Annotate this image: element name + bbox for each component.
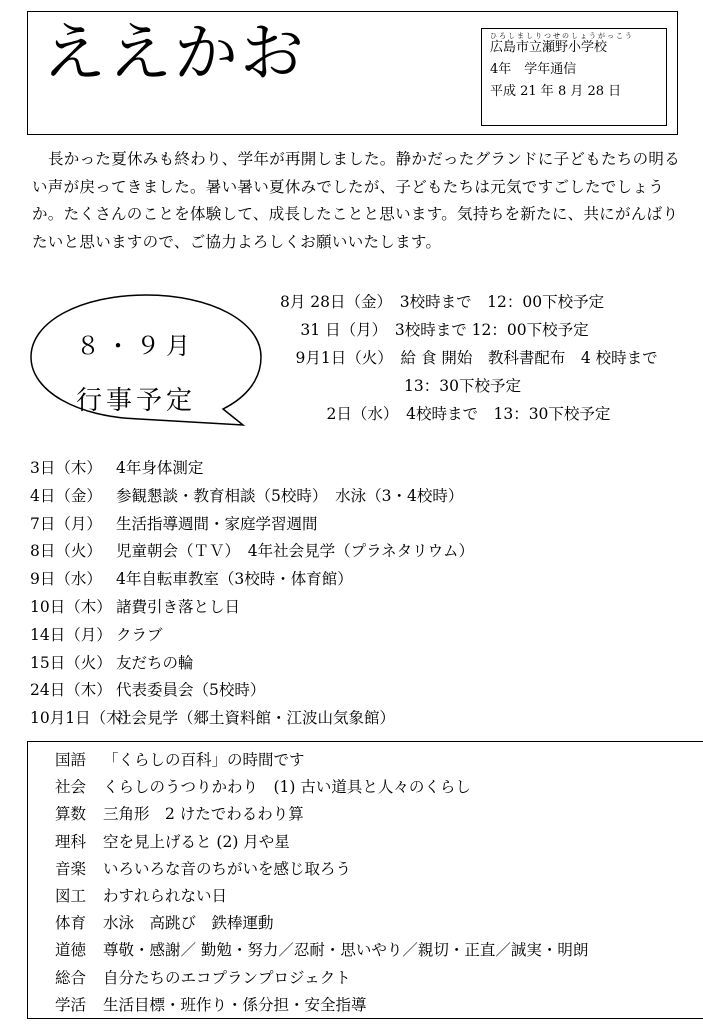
event-row [30, 622, 680, 650]
event-row [30, 677, 680, 705]
bubble-months: ８・９月 [76, 332, 196, 360]
subject-text: いろいろな音のちがいを感じ取ろう [103, 859, 352, 878]
subject-text: 水泳 高跳び 鉄棒運動 [103, 914, 274, 933]
subject-row [55, 937, 695, 964]
event-text: 諸費引き落とし日 [116, 597, 241, 616]
subject-text: 三角形 2 けたでわるわり算 [103, 805, 304, 824]
event-text: 代表委員会（5校時） [116, 681, 266, 700]
subject-row [55, 992, 695, 1019]
event-row [30, 650, 680, 678]
event-list [30, 455, 680, 733]
subject-text: 空を見上げると (2) 月や星 [103, 832, 290, 851]
event-text: 生活指導週間・家庭学習週間 [116, 514, 318, 533]
subject-text: 生活目標・班作り・係分担・安全指導 [103, 995, 367, 1014]
bubble-heading: 行事予定 [76, 386, 197, 416]
subject-name: 算数 [55, 805, 87, 824]
subject-row [55, 910, 695, 937]
event-date: 3日（木） [30, 459, 102, 477]
subject-text: 尊敬・感謝／ 勤勉・努力／忍耐・思いやり／親切・正直／誠実・明朗 [103, 941, 589, 960]
subject-name: 総合 [55, 968, 87, 987]
subject-name: 国語 [55, 751, 87, 769]
event-date: 24日（木） [30, 681, 112, 700]
subject-row [55, 747, 695, 774]
subject-text: 自分たちのエコプランプロジェクト [103, 968, 351, 987]
event-date: 10日（木） [30, 597, 112, 616]
school-name: 広島市立瀬野小学校 [490, 40, 608, 55]
event-date: 14日（月） [30, 625, 112, 644]
event-text: 友だちの輪 [116, 653, 194, 672]
newsletter-title: ええかお [42, 17, 306, 91]
event-row [30, 455, 680, 483]
schedule-top [280, 288, 690, 428]
subject-list [55, 747, 695, 1019]
header-box [27, 11, 678, 135]
school-name-ruby: ひろしましりつせのしょうがっこう [490, 32, 634, 40]
subject-name: 体育 [55, 914, 87, 933]
event-row [30, 594, 680, 622]
event-date: 9日（水） [30, 570, 102, 589]
event-date: 15日（火） [30, 653, 112, 672]
event-date: 7日（月） [30, 514, 102, 533]
event-row [30, 566, 680, 594]
schedule-row: 2日（水） 4校時まで 13：30下校予定 [280, 405, 611, 423]
subject-text: 「くらしの百科」の時間です [103, 751, 305, 769]
subject-name: 理科 [55, 832, 87, 851]
issue-date: 平成 21 年 8 月 28 日 [490, 84, 622, 99]
event-row [30, 705, 680, 733]
subject-row [55, 883, 695, 910]
subject-row [55, 774, 695, 801]
event-date: 4日（金） [30, 486, 102, 505]
intro-paragraph: 長かった夏休みも終わり、学年が再開しました。静かだったグランドに子どもたちの明るい声が戻ってきました。暑い暑い夏休みでしたが、子どもたちは元気ですごしたでしょうか。たくさんのことを体験して、成長したことと思います。気持ちを新たに、共にがんばりたいと思いますので、ご協力よろしくお願いいたします。 [32, 150, 681, 251]
schedule-row: 9月1日（火） 給 食 開始 教科書配布 4 校時まで [280, 349, 658, 367]
grade-line: 4年 学年通信 [490, 62, 577, 77]
subject-name: 図工 [55, 887, 87, 906]
subject-row [55, 965, 695, 992]
event-date: 10月1日（木） [30, 709, 138, 728]
subject-text: わすれられない日 [103, 887, 228, 906]
event-text: 児童朝会（ＴＶ） 4年社会見学（プラネタリウム） [116, 542, 474, 561]
school-info-box [481, 28, 667, 126]
event-text: クラブ [116, 625, 163, 644]
subject-row [55, 856, 695, 883]
event-text: 参観懇談・教育相談（5校時） 水泳（3・4校時） [116, 486, 464, 505]
subject-name: 音楽 [55, 859, 87, 878]
event-row [30, 483, 680, 511]
event-row [30, 511, 680, 539]
subject-row [55, 801, 695, 828]
schedule-row: 8月 28日（金） 3校時まで 12：00下校予定 [280, 293, 605, 311]
event-text: 4年自転車教室（3校時・体育館） [116, 570, 353, 589]
subject-text: くらしのうつりかわり (1) 古い道具と人々のくらし [103, 778, 471, 797]
event-date: 8日（火） [30, 542, 102, 561]
subject-name: 社会 [55, 778, 87, 797]
subject-name: 道徳 [55, 941, 87, 960]
schedule-row: 13：30下校予定 [280, 377, 521, 395]
event-text: 社会見学（郷土資料館・江波山気象館） [116, 709, 396, 728]
subject-row [55, 829, 695, 856]
event-row [30, 538, 680, 566]
event-text: 4年身体測定 [116, 459, 204, 477]
schedule-row: 31 日（月） 3校時まで 12：00下校予定 [280, 321, 589, 339]
subject-name: 学活 [55, 995, 87, 1014]
